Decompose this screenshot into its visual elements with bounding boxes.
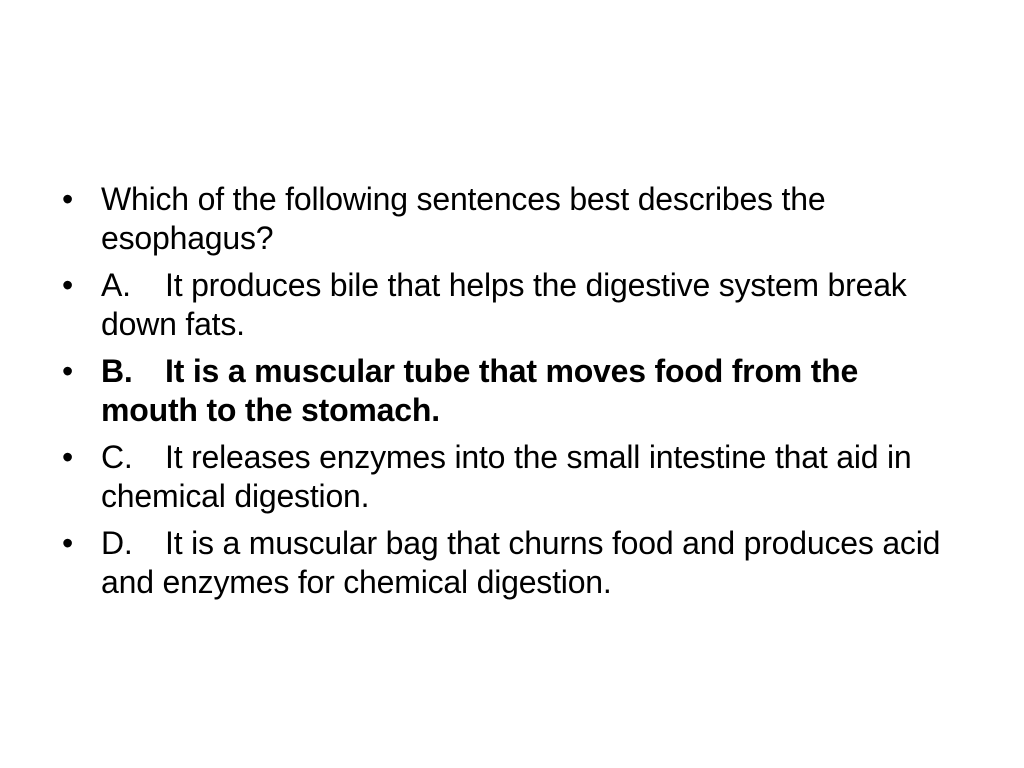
answer-option-a bbox=[62, 266, 962, 344]
answer-option-b bbox=[62, 352, 962, 430]
option-text: It is a muscular tube that moves food from the mouth to the stomach. bbox=[101, 353, 859, 428]
option-text: It produces bile that helps the digestive system break down fats. bbox=[101, 267, 907, 342]
bullet-icon: • bbox=[62, 353, 74, 389]
question-item bbox=[62, 180, 962, 258]
option-text: It is a muscular bag that churns food and produces acid and enzymes for chemical digestion. bbox=[101, 525, 941, 600]
bullet-icon: • bbox=[62, 181, 74, 217]
question-text: Which of the following sentences best describes the esophagus? bbox=[101, 181, 826, 256]
bullet-icon: • bbox=[62, 525, 74, 561]
option-letter: D. bbox=[101, 525, 133, 561]
answer-option-d bbox=[62, 524, 962, 602]
option-letter: B. bbox=[101, 353, 133, 389]
bullet-icon: • bbox=[62, 267, 74, 303]
option-text: It releases enzymes into the small intestine that aid in chemical digestion. bbox=[101, 439, 912, 514]
answer-option-c bbox=[62, 438, 962, 516]
option-letter: A. bbox=[101, 267, 131, 303]
bullet-list bbox=[62, 180, 962, 610]
bullet-icon: • bbox=[62, 439, 74, 475]
option-letter: C. bbox=[101, 439, 133, 475]
